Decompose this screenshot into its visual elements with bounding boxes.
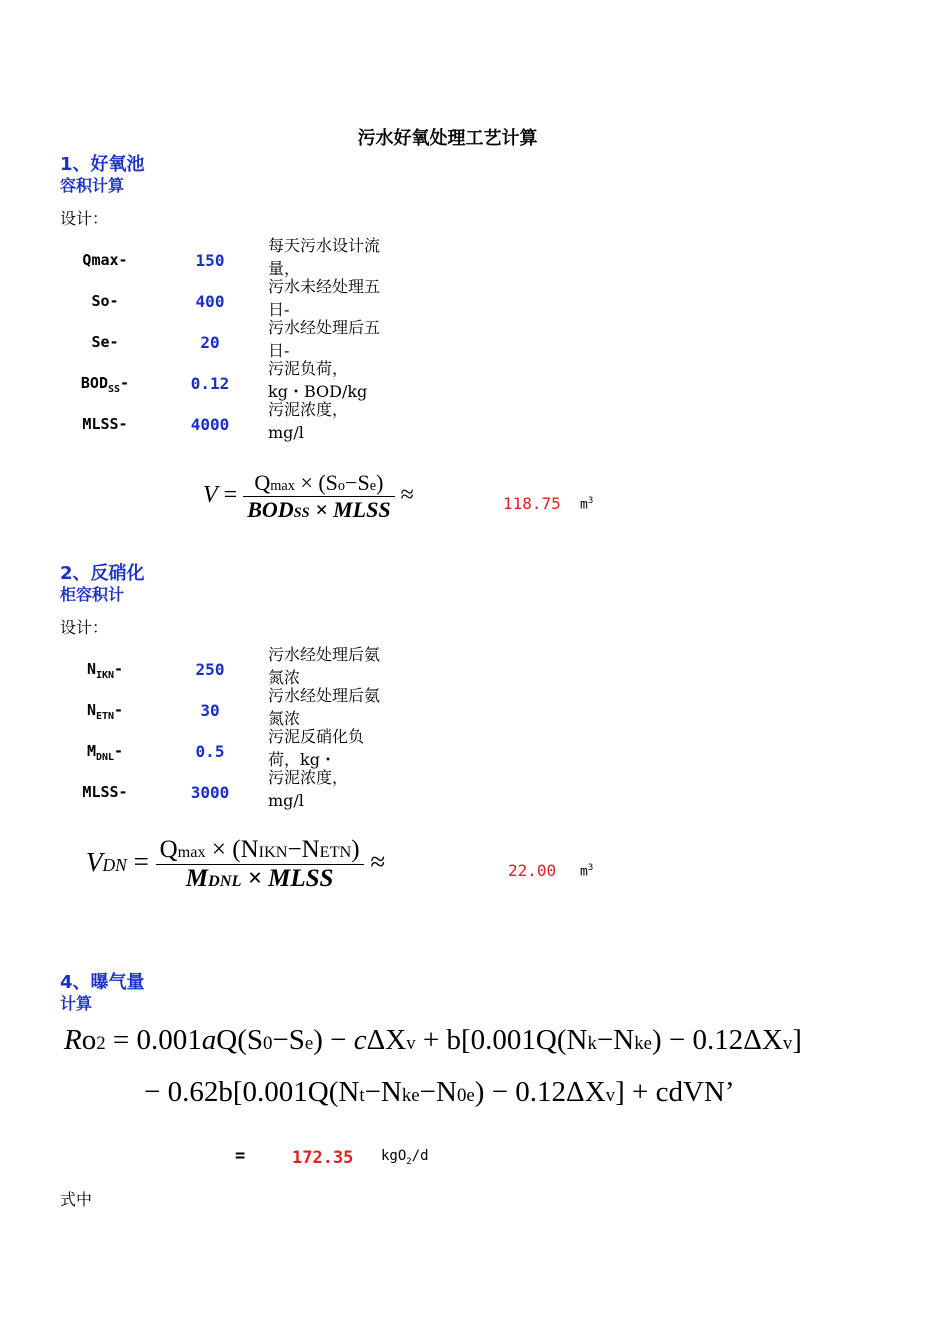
section2-design-label: 设计：	[60, 618, 109, 637]
oxygen-demand-result: 172.35	[292, 1148, 354, 1168]
param-label: Se-	[91, 333, 119, 351]
section4-heading-line2: 计算	[60, 994, 93, 1013]
section2-heading-line2: 柜容积计	[60, 585, 125, 604]
denitrification-volume-unit: $m^3$	[580, 863, 594, 880]
denitrification-volume-formula: VDN = $\frac{\text{Qmax × (NIKN−NETN)}}{\text{MDNL × MLSS}}$ ≈	[86, 836, 386, 892]
oxygen-demand-formula-line1: Ro2 = 0.001aQ(S0−Se) − cΔXv + b[0.001Q(Nk−Nke) − 0.12ΔXv]	[64, 1024, 802, 1056]
section1-param-mlss	[60, 400, 400, 445]
param-label: $N_{ETN}-$	[86, 701, 124, 722]
denitrification-volume-result: 22.00	[508, 861, 557, 880]
aerobic-volume-formula: V = $\frac{Qmax \times (So-Se)}{\text{BODSS × MLSS}}$ ≈	[203, 470, 414, 522]
param-label: MLSS-	[82, 415, 128, 433]
param-value: 3000	[190, 783, 230, 802]
param-label: Qmax-	[82, 251, 128, 269]
param-value: 150	[195, 251, 225, 270]
section1-heading-line2: 容积计算	[60, 176, 125, 195]
section4-heading-line1: 4、曝气量	[60, 972, 145, 993]
param-label: MLSS-	[82, 783, 128, 801]
oxygen-equals-sign: =	[235, 1146, 246, 1166]
section1-heading-line1: 1、好氧池	[60, 154, 145, 175]
oxygen-demand-unit: kgO$_2$/d	[381, 1148, 429, 1167]
param-label: $BOD_{SS}-$	[80, 374, 130, 395]
param-value: 20	[200, 333, 220, 352]
page-title: 污水好氧处理工艺计算	[357, 128, 538, 149]
section2-param-mlss	[60, 768, 400, 813]
param-value: 250	[195, 660, 225, 679]
param-description: 污水经处理后氨氮浓	[268, 686, 380, 728]
param-description: 污泥反硝化负荷，kg・	[268, 727, 365, 769]
param-label: So-	[91, 292, 119, 310]
section2-heading-line1: 2、反硝化	[60, 563, 145, 584]
section2-heading	[60, 563, 145, 605]
param-label: $N_{IKN}-$	[86, 660, 124, 681]
param-description: 污泥负荷，kg・BOD/kg	[268, 359, 368, 401]
param-value: 4000	[190, 415, 230, 434]
param-label: $M_{DNL}-$	[86, 742, 124, 763]
aerobic-volume-unit: $m^3$	[580, 496, 594, 513]
param-description: 污水未经处理五日-	[268, 277, 380, 319]
param-value: 400	[195, 292, 225, 311]
aerobic-volume-result: 118.75	[503, 494, 561, 513]
param-description: 污水经处理后五日-	[268, 318, 380, 360]
param-description: 污泥浓度，mg/l	[268, 768, 349, 810]
section4-heading	[60, 972, 145, 1014]
section1-heading	[60, 154, 145, 196]
param-value: 0.12	[190, 374, 230, 393]
legend-note: 式中	[60, 1190, 93, 1209]
oxygen-demand-formula-line2: − 0.62b[0.001Q(Nt−Nke−N0e) − 0.12ΔXv] + cdVN’	[144, 1076, 735, 1108]
param-value: 30	[200, 701, 220, 720]
section1-design-label: 设计：	[60, 209, 109, 228]
param-description: 每天污水设计流量，	[268, 236, 380, 278]
param-description: 污泥浓度，mg/l	[268, 400, 349, 442]
param-value: 0.5	[195, 742, 225, 761]
param-description: 污水经处理后氨氮浓	[268, 645, 380, 687]
